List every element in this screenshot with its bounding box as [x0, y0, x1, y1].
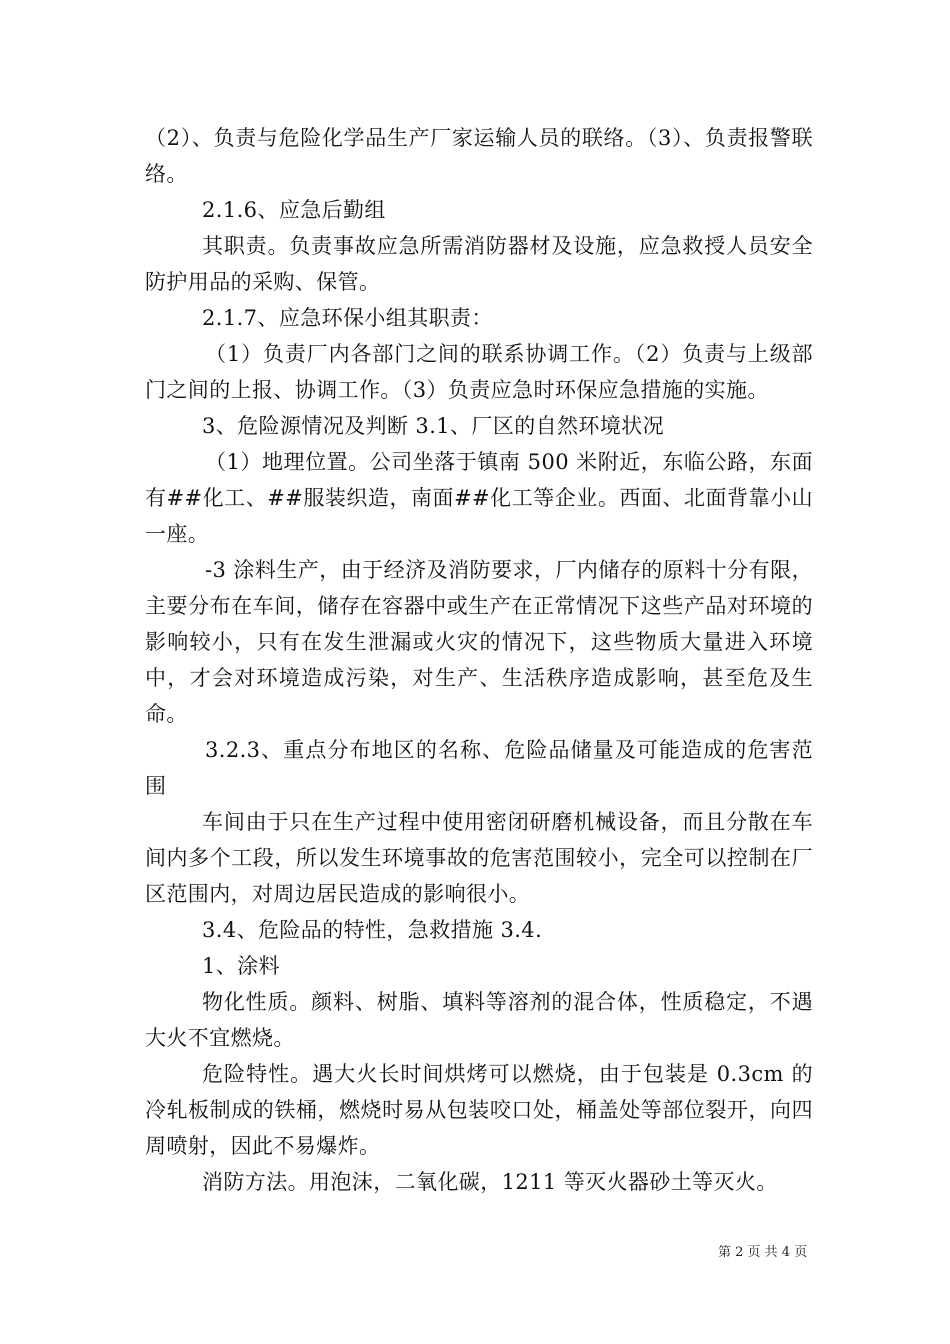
- paragraph: （2）、负责与危险化学品生产厂家运输人员的联络。（3）、负责报警联络。: [145, 126, 813, 186]
- section-heading: 3.2.3、重点分布地区的名称、危险品储量及可能造成的危害范围: [145, 738, 813, 798]
- section-heading: 2.1.6、应急后勤组: [202, 198, 386, 222]
- paragraph: 危险特性。遇大火长时间烘烤可以燃烧，由于包装是 0.3cm 的冷轧板制成的铁桶，燃烧时易从包装咬口处，桶盖处等部位裂开，向四周喷射，因此不易爆炸。: [145, 1062, 813, 1158]
- paragraph: 车间由于只在生产过程中使用密闭研磨机械设备，而且分散在车间内多个工段，所以发生环境事故的危害范围较小，完全可以控制在厂区范围内，对周边居民造成的影响很小。: [145, 810, 813, 906]
- page-number: 第 2 页 共 4 页: [718, 1245, 808, 1260]
- paragraph: 消防方法。用泡沫，二氧化碳，1211 等灭火器砂土等灭火。: [202, 1170, 778, 1194]
- paragraph: （1）地理位置。公司坐落于镇南 500 米附近，东临公路，东面有##化工、##服装织造，南面##化工等企业。西面、北面背靠小山一座。: [145, 450, 813, 546]
- paragraph: 其职责。负责事故应急所需消防器材及设施，应急救授人员安全防护用品的采购、保管。: [145, 234, 813, 294]
- paragraph: 物化性质。颜料、树脂、填料等溶剂的混合体，性质稳定，不遇大火不宜燃烧。: [145, 990, 813, 1050]
- section-heading: 3、危险源情况及判断 3.1、厂区的自然环境状况: [202, 414, 665, 438]
- section-heading: 2.1.7、应急环保小组其职责：: [202, 306, 493, 330]
- document-body: [145, 120, 813, 1200]
- section-heading: 3.4、危险品的特性，急救措施 3.4.: [202, 918, 543, 942]
- paragraph: -3 涂料生产，由于经济及消防要求，厂内储存的原料十分有限，主要分布在车间，储存在容器中或生产在正常情况下这些产品对环境的影响较小，只有在发生泄漏或火灾的情况下，这些物质大量进入环境中，才会对环境造成污染，对生产、生活秩序造成影响，甚至危及生命。: [145, 558, 813, 726]
- section-heading: 1、涂料: [202, 954, 280, 978]
- paragraph: （1）负责厂内各部门之间的联系协调工作。（2）负责与上级部门之间的上报、协调工作。（3）负责应急时环保应急措施的实施。: [145, 342, 813, 402]
